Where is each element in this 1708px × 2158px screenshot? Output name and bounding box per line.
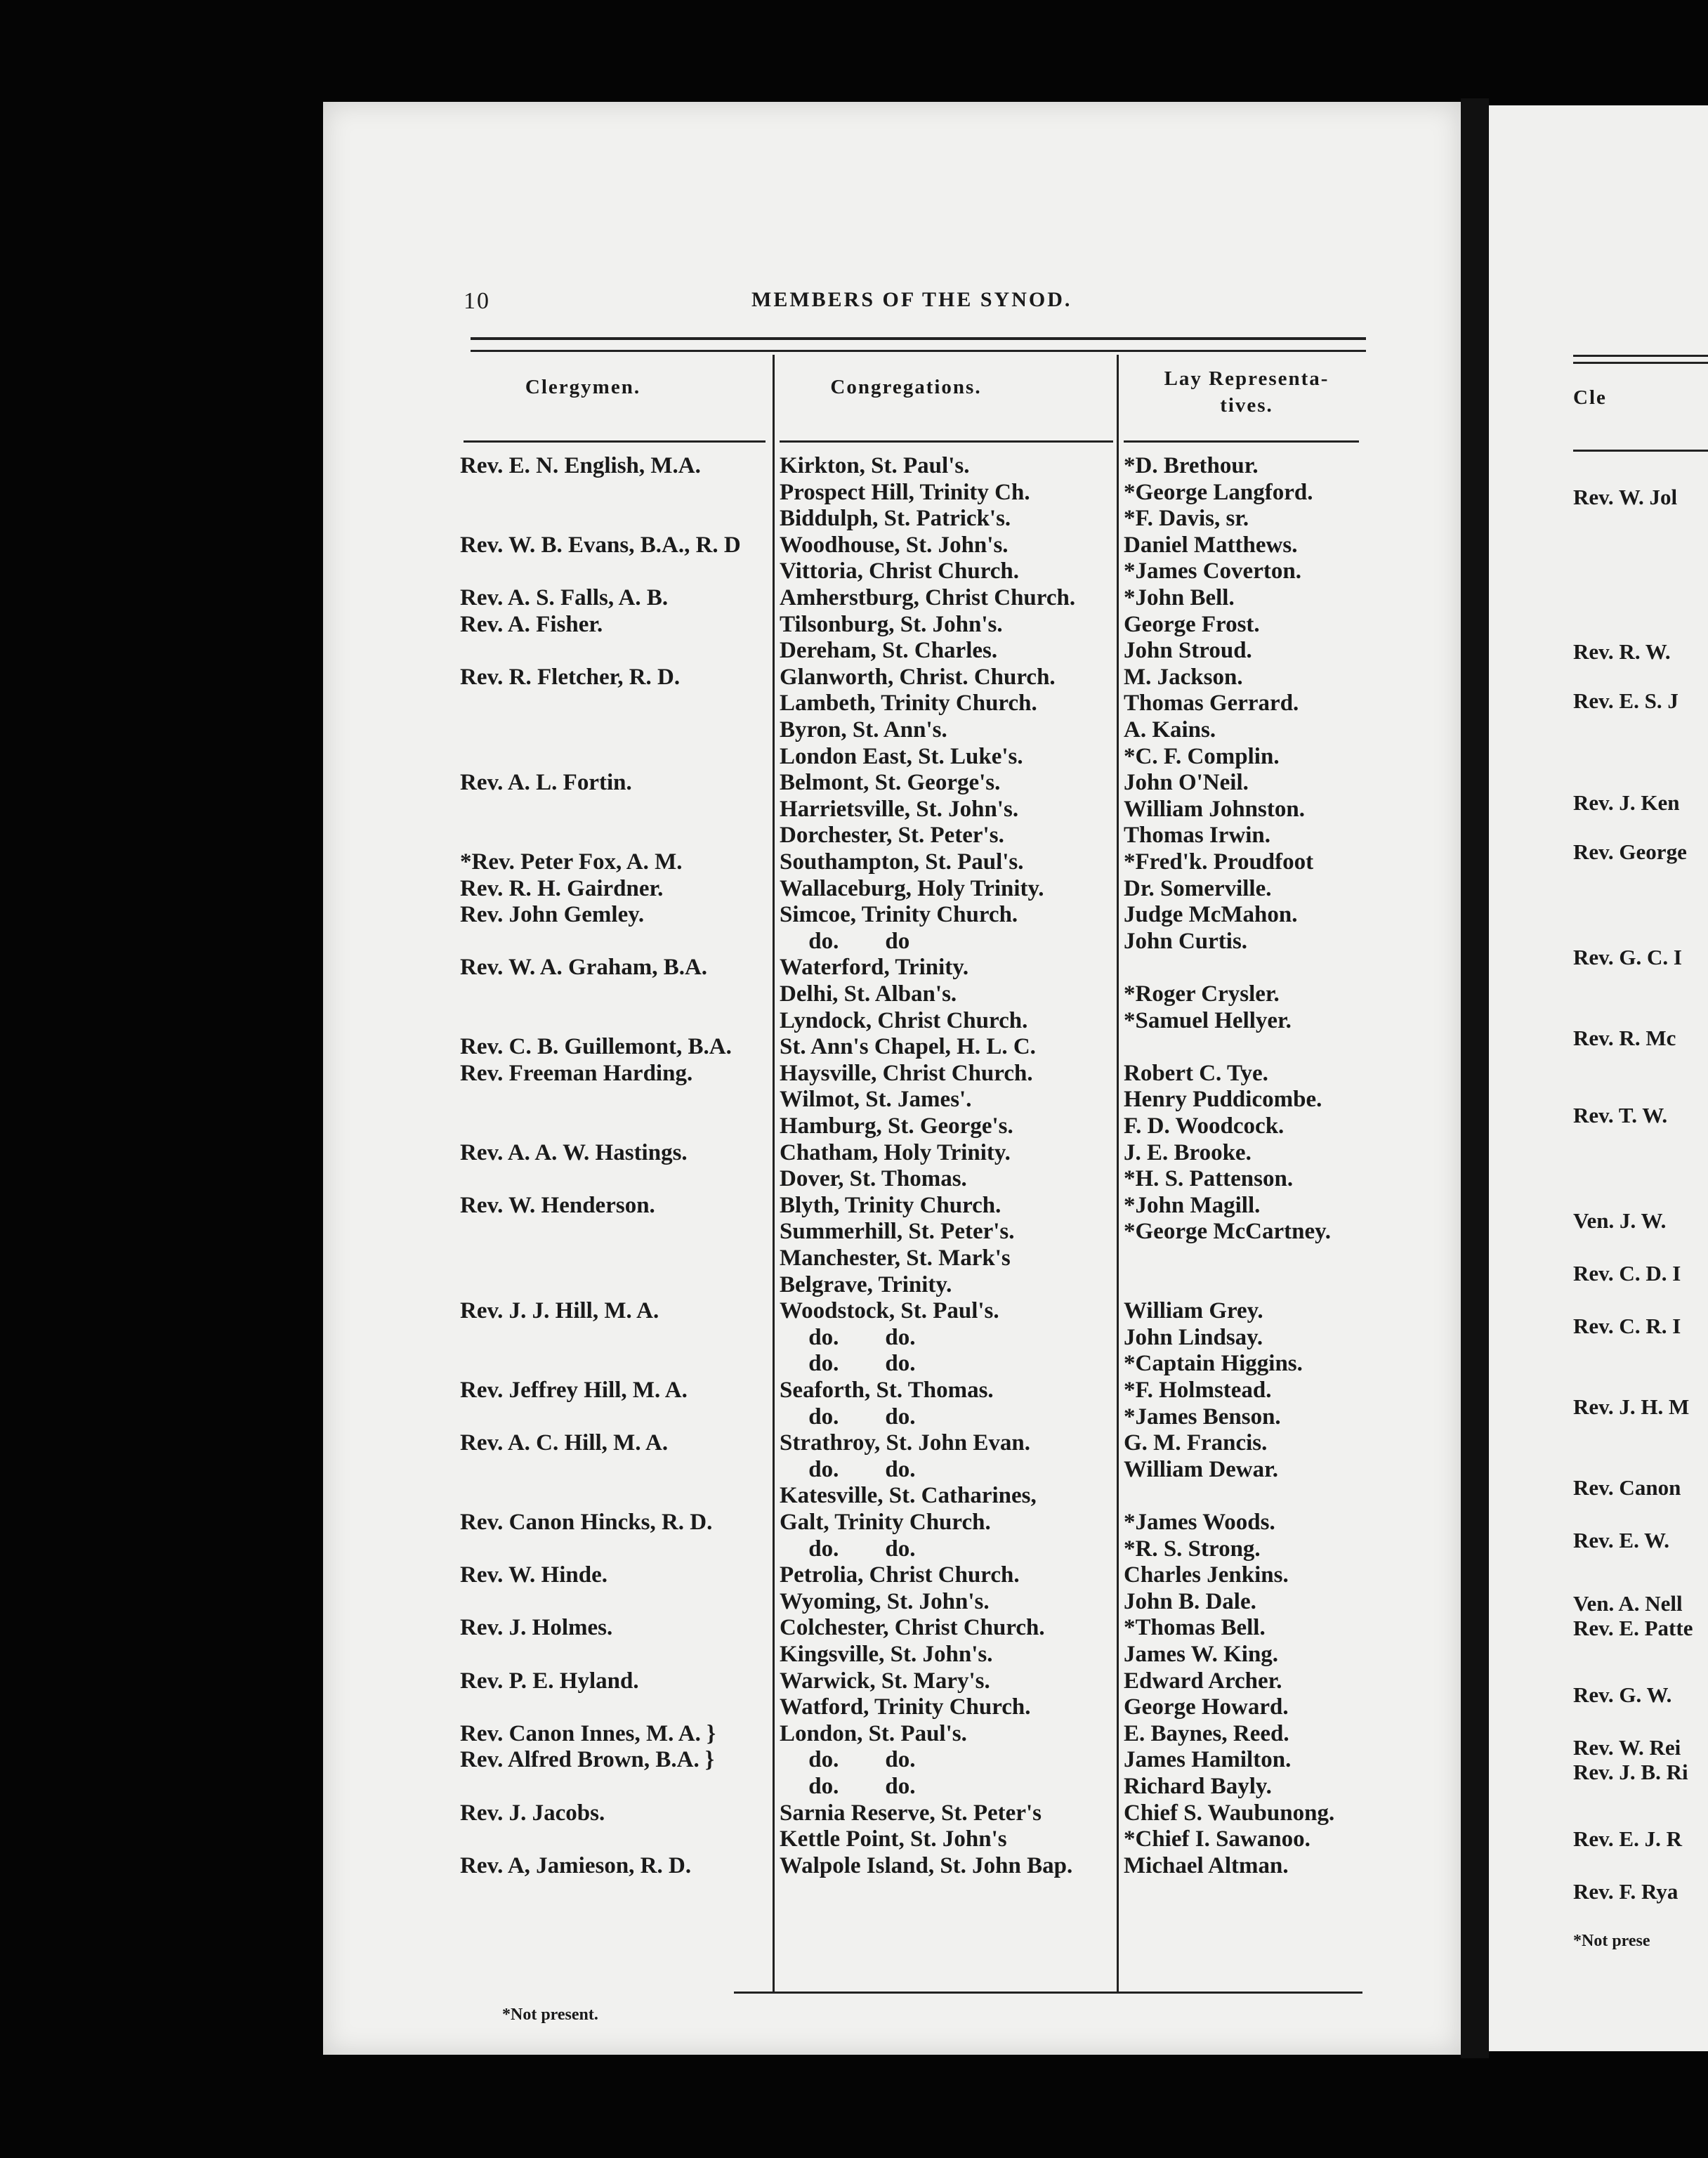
column-header-lay-representatives <box>1120 365 1373 419</box>
clergy-name: *Rev. Peter Fox, A. M. <box>460 849 683 875</box>
column-header-lay-line-1: Lay Representa- <box>1164 367 1329 390</box>
lay-representative: Robert C. Tye. <box>1124 1060 1268 1086</box>
right-page-line: Rev. George <box>1573 839 1687 864</box>
lay-representative: *George McCartney. <box>1124 1219 1332 1245</box>
right-page-line: Rev. C. D. I <box>1573 1261 1681 1286</box>
congregation-name: Walpole Island, St. John Bap. <box>780 1852 1073 1878</box>
clergy-name: Rev. W. Hinde. <box>460 1562 607 1588</box>
congregation-name: do. do <box>780 928 910 954</box>
right-page-line: Rev. J. B. Ri <box>1573 1760 1688 1784</box>
clergy-name: Rev. C. B. Guillemont, B.A. <box>460 1034 732 1060</box>
lay-representative: George Frost. <box>1124 611 1260 637</box>
right-page-line: Ven. J. W. <box>1573 1208 1667 1233</box>
congregation-name: Prospect Hill, Trinity Ch. <box>780 479 1030 505</box>
right-page-line: Rev. G. C. I <box>1573 945 1682 969</box>
lay-representative: *Captain Higgins. <box>1124 1351 1303 1377</box>
lay-representative: J. E. Brooke. <box>1124 1139 1252 1165</box>
congregation-name: Belmont, St. George's. <box>780 770 1001 796</box>
lay-representative: *R. S. Strong. <box>1124 1536 1261 1562</box>
lay-representative: Charles Jenkins. <box>1124 1562 1289 1588</box>
congregation-name: do. do. <box>780 1747 916 1773</box>
congregation-name: do. do. <box>780 1456 916 1482</box>
congregation-name: Simcoe, Trinity Church. <box>780 902 1018 928</box>
lay-representative: William Dewar. <box>1124 1456 1278 1482</box>
header-rule <box>1124 440 1359 443</box>
right-page-line: Rev. J. H. M <box>1573 1394 1690 1419</box>
right-page-line: Rev. E. S. J <box>1573 688 1679 713</box>
congregation-name: Vittoria, Christ Church. <box>780 558 1019 584</box>
lay-representative: *Chief I. Sawanoo. <box>1124 1826 1310 1852</box>
congregation-name: Galt, Trinity Church. <box>780 1510 991 1535</box>
lay-representative: Judge McMahon. <box>1124 902 1298 928</box>
congregation-name: Warwick, St. Mary's. <box>780 1668 990 1694</box>
congregation-name: St. Ann's Chapel, H. L. C. <box>780 1034 1036 1060</box>
congregation-name: Southampton, St. Paul's. <box>780 849 1024 875</box>
congregation-name: do. do. <box>780 1536 916 1562</box>
footnote: *Not present. <box>502 2006 598 2024</box>
lay-representative: John O'Neil. <box>1124 770 1249 796</box>
lay-representative: Henry Puddicombe. <box>1124 1087 1322 1113</box>
right-column-header: Cle <box>1573 386 1607 409</box>
lay-representative: *C. F. Complin. <box>1124 743 1280 769</box>
lay-representative: *F. Davis, sr. <box>1124 506 1249 532</box>
clergy-name: Rev. Freeman Harding. <box>460 1060 693 1086</box>
clergy-name: Rev. W. B. Evans, B.A., R. D <box>460 532 741 558</box>
header-rule <box>780 440 1113 443</box>
lay-representative: *D. Brethour. <box>1124 453 1259 478</box>
congregation-name: Lyndock, Christ Church. <box>780 1007 1028 1033</box>
congregation-name: Glanworth, Christ. Church. <box>780 664 1056 690</box>
lay-representative: Thomas Gerrard. <box>1124 691 1299 717</box>
column-header-clergymen: Clergymen. <box>525 376 641 398</box>
lay-representative: Daniel Matthews. <box>1124 532 1298 558</box>
column-divider <box>1117 355 1119 1992</box>
lay-representative: James W. King. <box>1124 1642 1279 1667</box>
header-rule <box>464 440 766 443</box>
lay-representative: F. D. Woodcock. <box>1124 1113 1285 1139</box>
right-page-line: Rev. R. Mc <box>1573 1026 1676 1050</box>
lay-representative: George Howard. <box>1124 1694 1289 1720</box>
right-header-rule <box>1573 355 1708 357</box>
lay-representative: John Curtis. <box>1124 928 1248 954</box>
clergy-name: Rev. P. E. Hyland. <box>460 1668 639 1694</box>
lay-representative: John B. Dale. <box>1124 1588 1256 1614</box>
congregation-name: Kirkton, St. Paul's. <box>780 453 970 478</box>
congregation-name: Manchester, St. Mark's <box>780 1245 1011 1271</box>
lay-representative: William Johnston. <box>1124 796 1305 822</box>
clergy-name: Rev. A. Fisher. <box>460 611 603 637</box>
right-page-line: Rev. T. W. <box>1573 1103 1668 1127</box>
clergy-name: Rev. E. N. English, M.A. <box>460 453 701 478</box>
lay-representative: William Grey. <box>1124 1298 1263 1324</box>
congregation-name: Hamburg, St. George's. <box>780 1113 1013 1139</box>
lay-representative: *John Bell. <box>1124 585 1235 610</box>
lay-representative: Richard Bayly. <box>1124 1774 1272 1799</box>
right-page-line: Rev. E. J. R <box>1573 1826 1682 1851</box>
congregation-name: Belgrave, Trinity. <box>780 1271 952 1297</box>
clergy-name: Rev. R. Fletcher, R. D. <box>460 664 681 690</box>
congregation-name: Wallaceburg, Holy Trinity. <box>780 875 1044 901</box>
right-page-line: Rev. C. R. I <box>1573 1314 1681 1338</box>
lay-representative: Chief S. Waubunong. <box>1124 1800 1335 1826</box>
left-page <box>323 102 1461 2055</box>
congregation-name: Summerhill, St. Peter's. <box>780 1219 1015 1245</box>
congregation-name: Sarnia Reserve, St. Peter's <box>780 1800 1042 1826</box>
clergy-name: Rev. R. H. Gairdner. <box>460 875 664 901</box>
lay-representative: *George Langford. <box>1124 479 1313 505</box>
page-header <box>464 288 1362 330</box>
lay-representative: *John Magill. <box>1124 1192 1261 1218</box>
congregation-name: Kettle Point, St. John's <box>780 1826 1007 1852</box>
lay-representative: *H. S. Pattenson. <box>1124 1166 1294 1192</box>
congregation-name: Dereham, St. Charles. <box>780 638 998 664</box>
clergy-name: Rev. W. Henderson. <box>460 1192 655 1218</box>
congregation-name: do. do. <box>780 1351 916 1377</box>
congregation-name: Colchester, Christ Church. <box>780 1615 1045 1641</box>
lay-representative: M. Jackson. <box>1124 664 1243 690</box>
congregation-name: do. do. <box>780 1404 916 1430</box>
lay-representative: E. Baynes, Reed. <box>1124 1720 1289 1746</box>
clergy-name: Rev. Jeffrey Hill, M. A. <box>460 1378 688 1403</box>
clergy-name: Rev. Canon Hincks, R. D. <box>460 1510 713 1535</box>
column-header-congregations: Congregations. <box>830 376 982 398</box>
right-page-line: Rev. W. Jol <box>1573 485 1678 509</box>
lay-representative: James Hamilton. <box>1124 1747 1292 1773</box>
clergy-name: Rev. A. S. Falls, A. B. <box>460 585 669 610</box>
lay-representative: *F. Holmstead. <box>1124 1378 1272 1403</box>
congregation-name: Dover, St. Thomas. <box>780 1166 967 1192</box>
lay-representative: John Stroud. <box>1124 638 1252 664</box>
congregation-name: Dorchester, St. Peter's. <box>780 823 1004 849</box>
right-page-line: Rev. E. W. <box>1573 1528 1669 1552</box>
congregation-name: Wilmot, St. James'. <box>780 1087 972 1113</box>
congregation-name: Amherstburg, Christ Church. <box>780 585 1076 610</box>
clergy-name: Rev. A. C. Hill, M. A. <box>460 1430 669 1456</box>
lay-representative: *James Woods. <box>1124 1510 1275 1535</box>
page-title: MEMBERS OF THE SYNOD. <box>751 288 1072 311</box>
right-page-line: Rev. J. Ken <box>1573 790 1680 815</box>
right-page-line: Rev. E. Patte <box>1573 1616 1693 1640</box>
congregation-name: do. do. <box>780 1774 916 1799</box>
lay-representative: A. Kains. <box>1124 717 1216 743</box>
right-header-rule <box>1573 450 1708 452</box>
lay-representative: *Roger Crysler. <box>1124 981 1280 1007</box>
lay-representative: *Thomas Bell. <box>1124 1615 1266 1641</box>
column-header-lay-line-2: tives. <box>1220 394 1273 417</box>
congregation-name: Seaforth, St. Thomas. <box>780 1378 994 1403</box>
congregation-name: Byron, St. Ann's. <box>780 717 947 743</box>
lay-representative: Edward Archer. <box>1124 1668 1282 1694</box>
congregation-name: Wyoming, St. John's. <box>780 1588 990 1614</box>
clergy-name: Rev. J. J. Hill, M. A. <box>460 1298 659 1324</box>
right-page-line: Rev. G. W. <box>1573 1682 1672 1707</box>
clergy-name: Rev. A. L. Fortin. <box>460 770 632 796</box>
right-page-line: Rev. F. Rya <box>1573 1879 1679 1904</box>
right-page-line: Rev. R. W. <box>1573 639 1671 664</box>
congregation-name: Lambeth, Trinity Church. <box>780 691 1037 717</box>
lay-representative: G. M. Francis. <box>1124 1430 1268 1456</box>
clergy-name: Rev. John Gemley. <box>460 902 645 928</box>
right-page-fragment <box>1489 105 1708 2051</box>
book-spine <box>1461 98 1489 2058</box>
congregation-name: Katesville, St. Catharines, <box>780 1483 1037 1509</box>
congregation-name: Waterford, Trinity. <box>780 955 969 981</box>
right-page-line: Rev. W. Rei <box>1573 1735 1681 1760</box>
clergy-name: Rev. J. Jacobs. <box>460 1800 605 1826</box>
right-page-line: Rev. Canon <box>1573 1475 1681 1500</box>
congregation-name: Tilsonburg, St. John's. <box>780 611 1003 637</box>
congregation-name: Strathroy, St. John Evan. <box>780 1430 1030 1456</box>
congregation-name: Chatham, Holy Trinity. <box>780 1139 1011 1165</box>
congregation-name: Delhi, St. Alban's. <box>780 981 957 1007</box>
congregation-name: Biddulph, St. Patrick's. <box>780 506 1011 532</box>
right-page-line: Ven. A. Nell <box>1573 1591 1683 1616</box>
congregation-name: Kingsville, St. John's. <box>780 1642 993 1667</box>
congregation-name: London East, St. Luke's. <box>780 743 1023 769</box>
congregation-name: Woodstock, St. Paul's. <box>780 1298 999 1324</box>
clergy-name: Rev. Canon Innes, M. A. } <box>460 1720 716 1746</box>
congregation-name: Blyth, Trinity Church. <box>780 1192 1001 1218</box>
lay-representative: John Lindsay. <box>1124 1324 1263 1350</box>
lay-representative: *James Benson. <box>1124 1404 1281 1430</box>
table-bottom-rule <box>734 1992 1362 1994</box>
congregation-name: Woodhouse, St. John's. <box>780 532 1009 558</box>
lay-representative: Thomas Irwin. <box>1124 823 1271 849</box>
header-double-rule <box>471 337 1366 352</box>
congregation-name: Harrietsville, St. John's. <box>780 796 1019 822</box>
right-page-line: *Not prese <box>1573 1932 1650 1950</box>
congregation-name: Haysville, Christ Church. <box>780 1060 1033 1086</box>
lay-representative: *Fred'k. Proudfoot <box>1124 849 1314 875</box>
right-header-rule <box>1573 362 1708 364</box>
page-number: 10 <box>464 288 490 314</box>
clergy-name: Rev. A, Jamieson, R. D. <box>460 1852 692 1878</box>
lay-representative: *Samuel Hellyer. <box>1124 1007 1292 1033</box>
lay-representative: *James Coverton. <box>1124 558 1301 584</box>
clergy-name: Rev. J. Holmes. <box>460 1615 613 1641</box>
clergy-name: Rev. Alfred Brown, B.A. } <box>460 1747 714 1773</box>
congregation-name: Petrolia, Christ Church. <box>780 1562 1020 1588</box>
lay-representative: Michael Altman. <box>1124 1852 1289 1878</box>
congregation-name: Watford, Trinity Church. <box>780 1694 1031 1720</box>
clergy-name: Rev. W. A. Graham, B.A. <box>460 955 708 981</box>
lay-representative: Dr. Somerville. <box>1124 875 1272 901</box>
column-divider <box>773 355 775 1992</box>
congregation-name: do. do. <box>780 1324 916 1350</box>
congregation-name: London, St. Paul's. <box>780 1720 967 1746</box>
clergy-name: Rev. A. A. W. Hastings. <box>460 1139 688 1165</box>
